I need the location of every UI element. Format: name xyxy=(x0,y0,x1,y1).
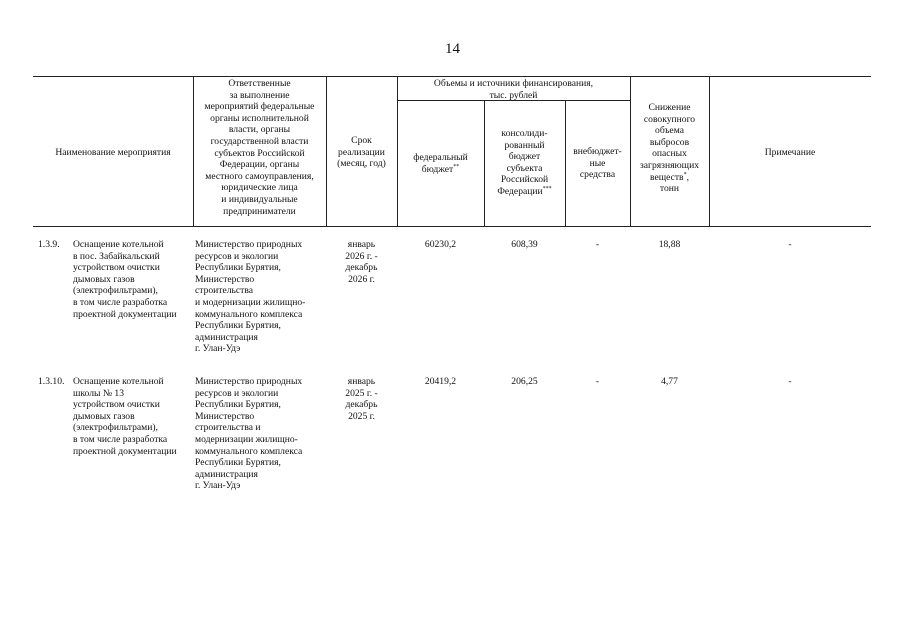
row-consolidated: 206,25 xyxy=(511,376,538,387)
row-federal: 60230,2 xyxy=(424,239,457,250)
row-responsible: Министерство природных ресурсов и экологии Республики Бурятия, Министерство строительства и модернизации жилищно- коммунального комплекса Республики Бурятия, администрация г. Улан-Удэ xyxy=(195,239,306,355)
row-term: январь 2025 г. - декабрь 2025 г. xyxy=(345,376,378,422)
row-name: Оснащение котельной в пос. Забайкальский устройством очистки дымовых газов (электрофильтрами), в том числе разработка проектной документации xyxy=(73,239,177,320)
header-reduction-footnote: * xyxy=(683,171,687,178)
header-federal-footnote: ** xyxy=(453,163,460,170)
header-financing: Объемы и источники финансирования, тыс. рублей xyxy=(433,78,594,101)
header-consolidated xyxy=(484,128,565,198)
header-responsible: Ответственные за выполнение мероприятий федеральные органы исполнительной власти, органы государственной власти субъектов Российской Федерации, органы местного самоуправления, юридические лица и индивидуальные предприниматели xyxy=(204,78,315,217)
header-reduction-text: Снижение совокупного объема выбросов опасных загрязняющих веществ xyxy=(639,102,699,183)
header-term: Срок реализации (месяц, год) xyxy=(337,135,386,170)
header-federal xyxy=(397,152,484,175)
row-federal: 20419,2 xyxy=(424,376,457,387)
header-consolidated-text: консолиди- рованный бюджет субъекта Российской Федерации xyxy=(497,128,549,197)
header-extrabudget: внебюджет- ные средства xyxy=(573,146,622,181)
table-top-rule xyxy=(33,76,871,77)
row-reduction: 4,77 xyxy=(661,376,678,387)
row-number: 1.3.10. xyxy=(38,376,65,387)
row-extrabudget: - xyxy=(595,239,600,250)
header-reduction-unit: , тонн xyxy=(659,171,689,195)
header-name: Наименование мероприятия xyxy=(55,147,171,158)
row-consolidated: 608,39 xyxy=(511,239,538,250)
header-bottom-rule xyxy=(33,226,871,227)
header-federal-text: федеральный бюджет xyxy=(413,152,468,175)
row-reduction: 18,88 xyxy=(658,239,681,250)
row-responsible: Министерство природных ресурсов и экологии Республики Бурятия, Министерство строительства и модернизации жилищно- коммунального комплекса Республики Бурятия, администрация г. Улан-Удэ xyxy=(195,376,303,492)
header-consolidated-footnote: *** xyxy=(542,185,552,192)
header-note: Примечание xyxy=(764,147,816,158)
row-number: 1.3.9. xyxy=(38,239,60,250)
row-name: Оснащение котельной школы № 13 устройством очистки дымовых газов (электрофильтрами), в том числе разработка проектной документации xyxy=(73,376,177,457)
row-note: - xyxy=(788,239,792,250)
page-number: 14 xyxy=(445,41,460,57)
header-reduction xyxy=(630,102,709,195)
row-extrabudget: - xyxy=(595,376,600,387)
row-term: январь 2026 г. - декабрь 2026 г. xyxy=(345,239,378,285)
row-note: - xyxy=(788,376,792,387)
